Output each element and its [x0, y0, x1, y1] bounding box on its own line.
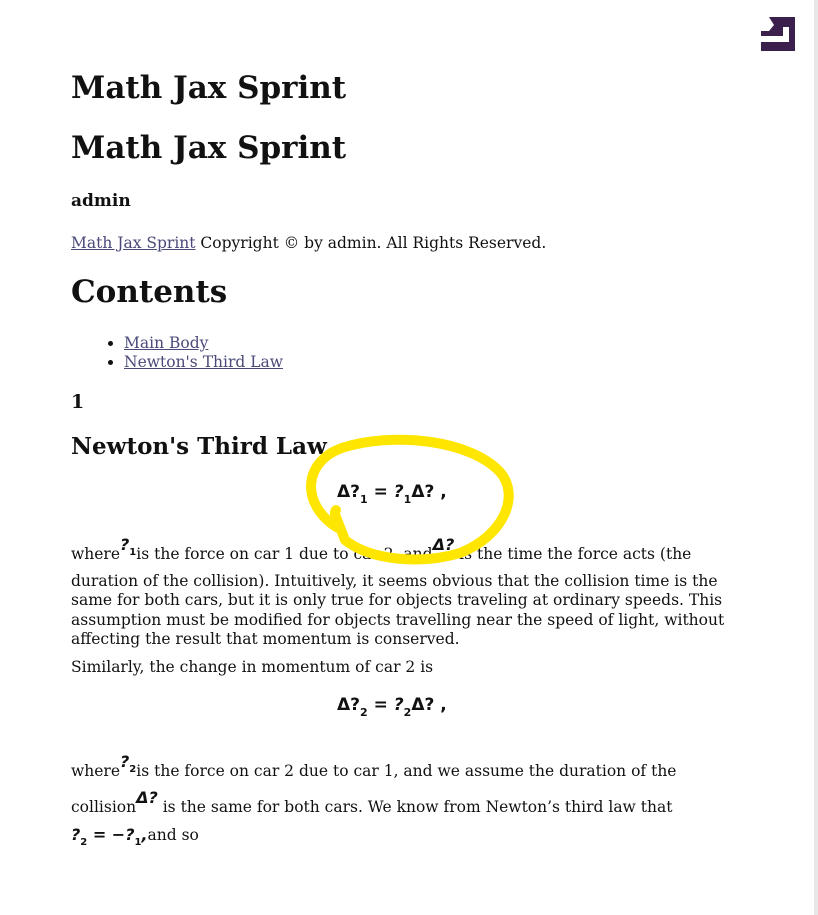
copyright-line [71, 234, 546, 252]
toc-link-main-body[interactable]: Main Body [124, 334, 209, 352]
chapter-title: Newton's Third Law [71, 433, 327, 460]
inline-math: $?_2$ [120, 752, 137, 775]
copyright-link[interactable]: Math Jax Sprint [71, 234, 196, 252]
book-author: admin [71, 191, 131, 211]
inline-math: $?_1$ [120, 535, 137, 558]
contents-heading: Contents [71, 274, 228, 310]
copyright-text: Copyright © by admin. All Rights Reserved. [195, 234, 547, 252]
chapter-number: 1 [71, 391, 85, 413]
toc-item [124, 334, 283, 353]
scrollbar-edge [814, 0, 818, 915]
inline-math: $?_2$ = $-?_1$, [71, 825, 148, 848]
book-logo-icon[interactable] [761, 17, 795, 51]
display-equation-2: $\Delta?_2$ = $?_2\Delta$? , [337, 695, 447, 719]
display-equation-1: $\Delta?_1$ = $?_1\Delta$? , [337, 482, 447, 506]
toc-item [124, 353, 283, 372]
toc-link-newtons-third-law[interactable]: Newton's Third Law [124, 353, 284, 371]
toc-list [71, 334, 283, 372]
book-title: Math Jax Sprint [71, 70, 347, 106]
inline-math: Δ? [136, 788, 158, 807]
paragraph-2: Similarly, the change in momentum of car 2 is [71, 658, 434, 676]
paragraph-3: $where?_2is$ the force on car 2 due to car 1, and we assume the duration of the collisionΔ? is the same for both cars. We know from Newton’s third law that $?_2$ = $-?_1,and$ so [71, 752, 677, 848]
paragraph-1: $where?_1is$ the force on car 1 due to car 2, andΔ? is the time the force acts (the duration of the collision). Intuitively, it seems obvious that the collision time is the same for both cars, but it is only true for objects traveling at ordinary speeds. This assumption must be modified for objects travelling near the speed of light, without affecting the result that momentum is conserved. [71, 535, 725, 648]
inline-math: Δ? [432, 535, 455, 554]
book-subtitle: Math Jax Sprint [71, 130, 347, 166]
